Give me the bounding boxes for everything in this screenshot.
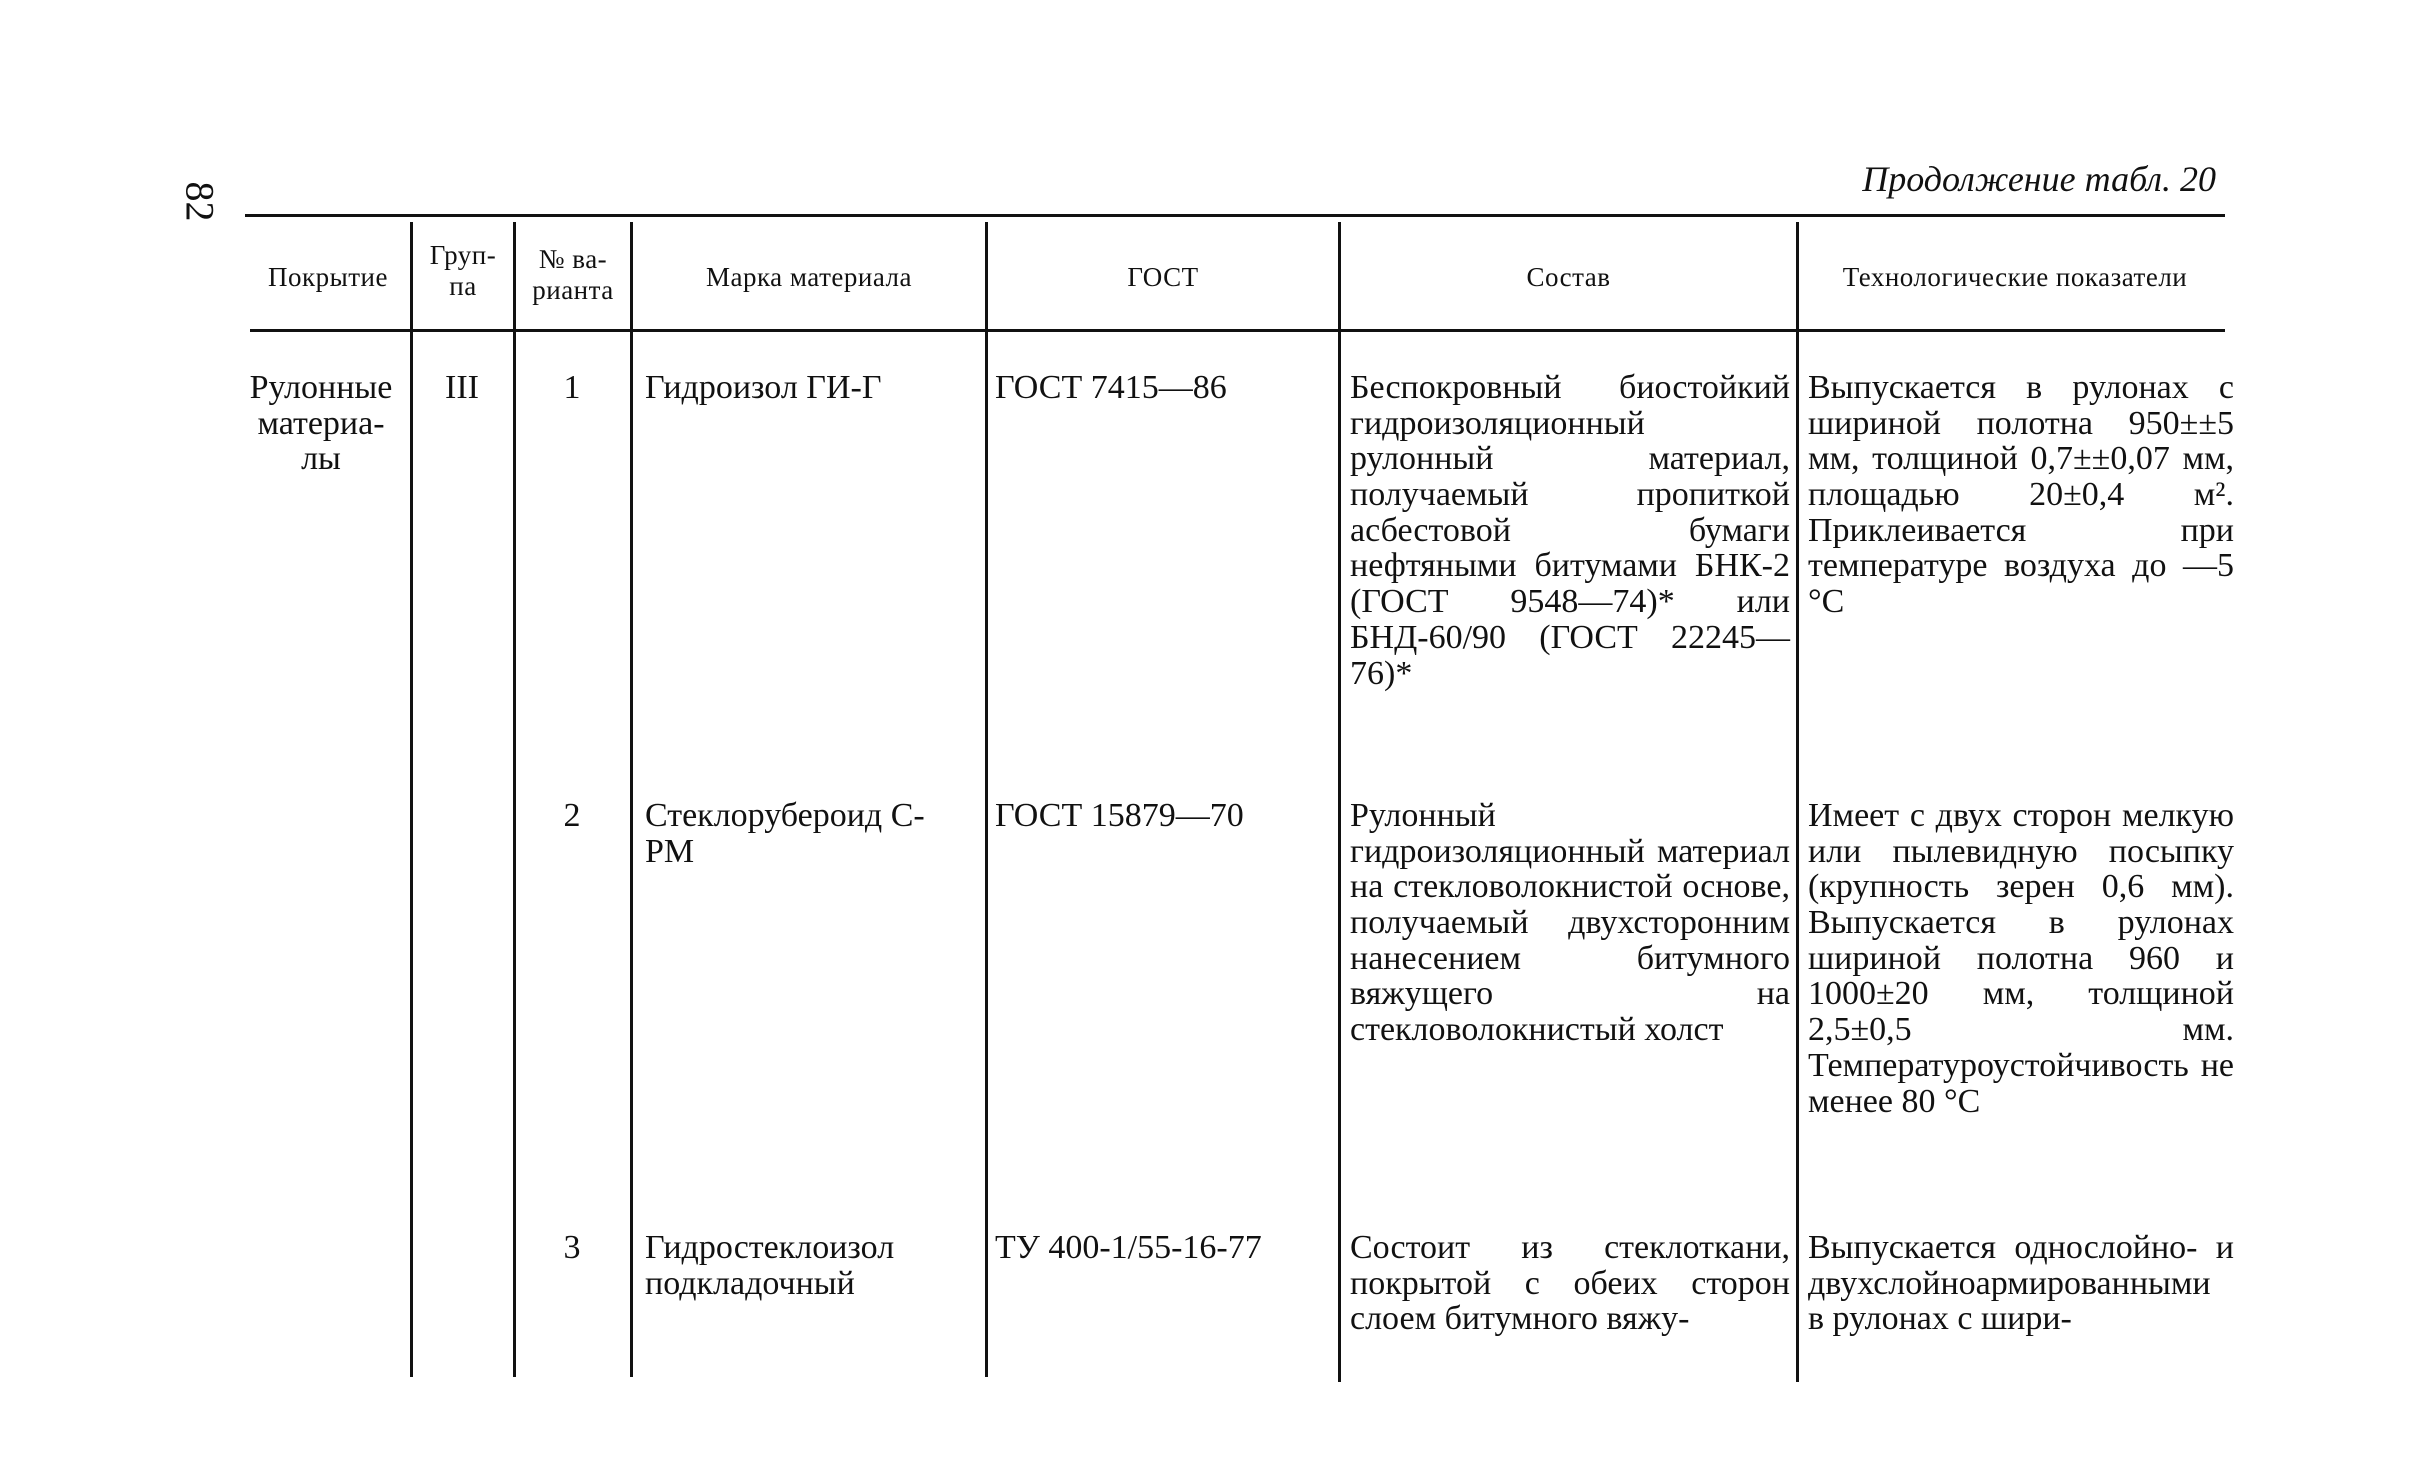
table-header-rule (250, 329, 2225, 332)
row-2-variant: 2 (563, 797, 581, 834)
header-group (414, 240, 512, 302)
header-coating: Покрытие (268, 262, 388, 292)
row-3-composition: Состоит из стеклоткани, покрытой с обеих сторон слоем битумного вяжу- (1350, 1229, 1790, 1338)
page-number: 82 (177, 181, 223, 222)
row-3-variant: 3 (563, 1229, 581, 1266)
coating-text: Рулонные материа- лы (249, 369, 393, 478)
row-2-gost: ГОСТ 15879—70 (995, 797, 1244, 834)
row-1-tech: Выпускается в рулонах с шириной полотна 950±±5 мм, толщиной 0,7±±0,07 мм, площадью 20±0,4 м². Приклеивается при температуре воздуха до —5 °С (1808, 369, 2234, 621)
header-tech: Технологические показатели (1842, 262, 2188, 292)
header-gost: ГОСТ (1127, 262, 1199, 292)
row-2-material: Стеклорубероид С-РМ (645, 797, 925, 870)
row-3-material: Гидростеклоизол подкладочный (645, 1229, 895, 1302)
column-divider (410, 222, 413, 1377)
column-divider (1338, 222, 1341, 1382)
row-1-composition: Беспокровный биостойкий гидроизоляционный рулонный материал, получаемый пропиткой асбестовой бумаги нефтяными битумами БНК-2 (ГОСТ 9548—74)* или БНД-60/90 (ГОСТ 22245—76)* (1350, 369, 1790, 692)
coating-cell (236, 370, 406, 477)
table-top-rule (245, 214, 2225, 217)
column-divider (513, 222, 516, 1377)
header-composition: Состав (1526, 262, 1611, 292)
header-variant (517, 244, 629, 306)
column-divider (1796, 222, 1799, 1382)
header-variant-text: № ва- рианта (532, 244, 614, 306)
row-2-tech: Имеет с двух сторон мелкую или пылевидную посыпку (крупность зерен 0,6 мм). Выпускается в рулонах шириной полотна 960 и 1000±20 мм, толщиной 2,5±0,5 мм. Температуроустойчивость не менее 80 °С (1808, 797, 2234, 1120)
row-3-tech: Выпускается однослойно- и двухслойноармированными в рулонах с шири- (1808, 1229, 2234, 1338)
row-1-gost: ГОСТ 7415—86 (995, 369, 1227, 406)
group-cell: III (445, 369, 479, 406)
column-divider (985, 222, 988, 1377)
continuation-label: Продолжение табл. 20 (1862, 159, 2216, 199)
header-material: Марка материала (705, 262, 913, 292)
row-3-gost: ТУ 400-1/55-16-77 (995, 1229, 1262, 1266)
row-1-material: Гидроизол ГИ-Г (645, 369, 882, 406)
column-divider (630, 222, 633, 1377)
row-2-composition: Рулонный гидроизоляционный материал на стекловолокнистой основе, получаемый двухсторонним нанесением битумного вяжущего на стекловолокнистый холст (1350, 797, 1790, 1049)
header-group-text: Груп- па (429, 240, 497, 302)
row-1-variant: 1 (563, 369, 581, 406)
